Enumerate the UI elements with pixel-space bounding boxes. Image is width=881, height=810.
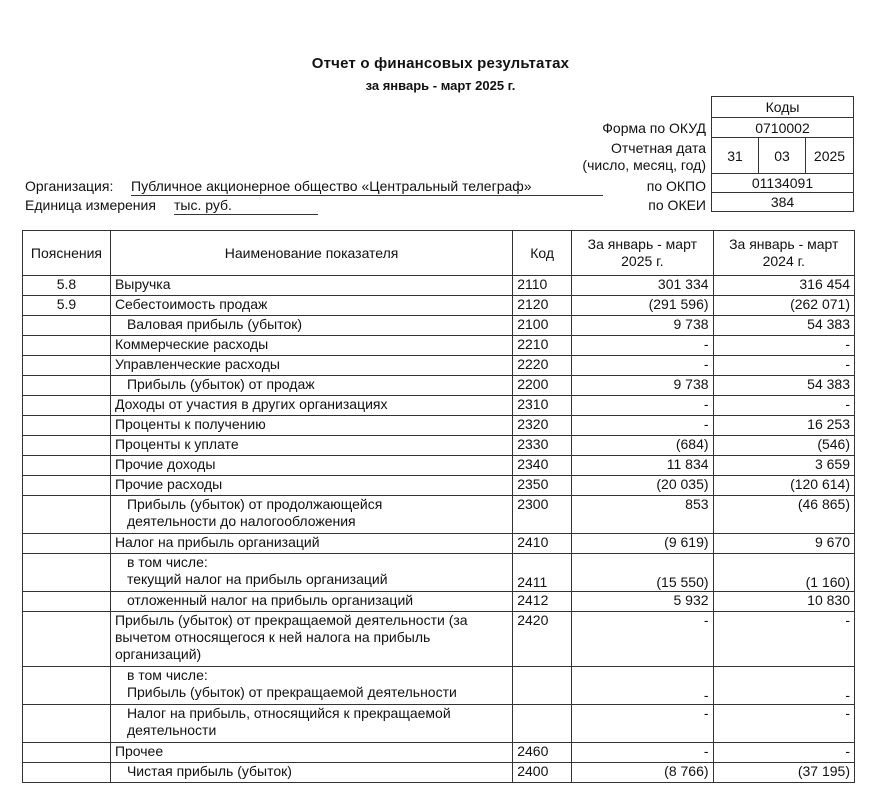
table-row	[23, 436, 855, 456]
table-row	[23, 667, 855, 705]
table-row	[23, 705, 855, 743]
row-value-2024: -	[713, 667, 854, 705]
unit-label: Единица измерения	[25, 197, 156, 213]
row-name: Валовая прибыль (убыток)	[110, 316, 512, 336]
report-title: Отчет о финансовых результатах	[311, 55, 570, 72]
row-note	[23, 416, 111, 436]
row-code: 2120	[513, 296, 572, 316]
row-code: 2330	[513, 436, 572, 456]
col-header-2025	[572, 231, 713, 276]
row-value-2024: -	[713, 612, 854, 667]
row-value-2025: (20 035)	[572, 476, 713, 496]
row-value-2024: (120 614)	[713, 476, 854, 496]
row-name-line1: Прибыль (убыток) от продолжающейся	[126, 496, 383, 512]
financial-results-table	[22, 230, 855, 783]
row-value-2025: -	[572, 416, 713, 436]
row-code: 2300	[513, 496, 572, 534]
row-code: 2200	[513, 376, 572, 396]
row-name-line1: Прибыль (убыток) от прекращаемой деятельности (за	[114, 612, 468, 628]
row-name-line2: вычетом относящегося к ней налога на прибыль	[114, 629, 431, 645]
row-note	[23, 705, 111, 743]
row-value-2024: -	[713, 396, 854, 416]
row-code: 2310	[513, 396, 572, 416]
row-value-2025: 5 932	[572, 592, 713, 612]
row-code	[513, 667, 572, 705]
row-note	[23, 456, 111, 476]
col-header-2025-line2: 2025 г.	[621, 253, 664, 269]
row-value-2024: 54 383	[713, 316, 854, 336]
row-note	[23, 743, 111, 763]
row-name	[110, 554, 512, 592]
row-name: Прочие расходы	[110, 476, 512, 496]
table-row	[23, 743, 855, 763]
date-month: 03	[759, 138, 806, 174]
row-value-2025: 9 738	[572, 376, 713, 396]
col-header-name: Наименование показателя	[110, 231, 512, 276]
row-value-2025: -	[572, 612, 713, 667]
col-header-code: Код	[513, 231, 572, 276]
row-name-line3: организаций)	[114, 646, 202, 662]
table-row	[23, 336, 855, 356]
row-note	[23, 436, 111, 456]
row-value-2024: -	[713, 705, 854, 743]
row-code: 2410	[513, 534, 572, 554]
row-name: Прибыль (убыток) от продаж	[110, 376, 512, 396]
row-name-line2: деятельности	[126, 722, 217, 738]
row-name	[110, 496, 512, 534]
row-value-2024: 10 830	[713, 592, 854, 612]
row-note	[23, 476, 111, 496]
table-row	[23, 396, 855, 416]
row-note	[23, 316, 111, 336]
row-note	[23, 396, 111, 416]
row-value-2025: 9 738	[572, 316, 713, 336]
row-note	[23, 592, 111, 612]
okei-value: 384	[712, 193, 854, 212]
table-row	[23, 356, 855, 376]
table-row	[23, 496, 855, 534]
row-value-2024: 3 659	[713, 456, 854, 476]
row-name: Налог на прибыль организаций	[110, 534, 512, 554]
row-note	[23, 356, 111, 376]
row-name	[110, 667, 512, 705]
row-value-2024: -	[713, 356, 854, 376]
row-name: Коммерческие расходы	[110, 336, 512, 356]
table-row	[23, 612, 855, 667]
row-value-2025: -	[572, 356, 713, 376]
okud-value: 0710002	[712, 118, 854, 138]
table-row	[23, 376, 855, 396]
row-value-2025: -	[572, 336, 713, 356]
table-row	[23, 456, 855, 476]
row-name-line2: текущий налог на прибыль организаций	[126, 571, 388, 587]
table-row	[23, 276, 855, 296]
row-value-2024: 16 253	[713, 416, 854, 436]
row-value-2024: (262 071)	[713, 296, 854, 316]
row-name-line2: Прибыль (убыток) от прекращаемой деятельности	[126, 684, 457, 700]
row-note	[23, 336, 111, 356]
row-value-2024: (546)	[713, 436, 854, 456]
row-value-2025: 11 834	[572, 456, 713, 476]
table-row	[23, 554, 855, 592]
row-name	[110, 612, 512, 667]
row-value-2025: (15 550)	[572, 554, 713, 592]
row-name: Проценты к получению	[110, 416, 512, 436]
row-code: 2100	[513, 316, 572, 336]
row-code: 2340	[513, 456, 572, 476]
row-name: Проценты к уплате	[110, 436, 512, 456]
org-value	[131, 178, 603, 196]
row-name: Доходы от участия в других организациях	[110, 396, 512, 416]
report-period: за январь - март 2025 г.	[365, 78, 516, 93]
report-date-label: Отчетная дата	[610, 140, 706, 156]
date-year: 2025	[806, 138, 854, 174]
row-value-2024: -	[713, 336, 854, 356]
unit-value: тыс. руб.	[174, 197, 232, 213]
row-note: 5.8	[23, 276, 111, 296]
row-code: 2411	[513, 554, 572, 592]
table-header-row	[23, 231, 855, 276]
row-value-2024: 9 670	[713, 534, 854, 554]
row-value-2025: (8 766)	[572, 763, 713, 783]
row-code: 2320	[513, 416, 572, 436]
row-name-line1: в том числе:	[126, 667, 208, 683]
org-label: Организация:	[25, 178, 114, 194]
unit-value-field	[174, 197, 318, 215]
row-note	[23, 554, 111, 592]
row-note	[23, 612, 111, 667]
date-day: 31	[712, 138, 759, 174]
row-code: 2350	[513, 476, 572, 496]
row-value-2025: -	[572, 667, 713, 705]
table-row	[23, 763, 855, 783]
row-value-2024: -	[713, 743, 854, 763]
row-note	[23, 763, 111, 783]
codes-header: Коды	[712, 97, 854, 118]
codes-box	[711, 96, 854, 212]
row-name	[110, 705, 512, 743]
col-header-note: Пояснения	[23, 231, 111, 276]
row-value-2024: 54 383	[713, 376, 854, 396]
row-note	[23, 667, 111, 705]
col-header-2025-line1: За январь - март	[587, 236, 697, 252]
row-code: 2400	[513, 763, 572, 783]
row-code: 2412	[513, 592, 572, 612]
table-row	[23, 592, 855, 612]
row-value-2025: (684)	[572, 436, 713, 456]
report-date-format-label: (число, месяц, год)	[582, 157, 706, 173]
row-name: Прочее	[110, 743, 512, 763]
row-note: 5.9	[23, 296, 111, 316]
row-code: 2460	[513, 743, 572, 763]
row-note	[23, 376, 111, 396]
okei-label: по ОКЕИ	[648, 197, 706, 213]
row-code	[513, 705, 572, 743]
row-name: Управленческие расходы	[110, 356, 512, 376]
row-value-2025: -	[572, 743, 713, 763]
row-value-2024: 316 454	[713, 276, 854, 296]
row-value-2025: 853	[572, 496, 713, 534]
col-header-2024	[713, 231, 854, 276]
row-value-2025: (291 596)	[572, 296, 713, 316]
row-name-line1: в том числе:	[126, 554, 208, 570]
okpo-label: по ОКПО	[646, 178, 706, 194]
org-name: Публичное акционерное общество «Центральный телеграф»	[131, 178, 532, 194]
row-code: 2220	[513, 356, 572, 376]
row-value-2025: 301 334	[572, 276, 713, 296]
row-value-2024: (46 865)	[713, 496, 854, 534]
row-code: 2210	[513, 336, 572, 356]
table-row	[23, 316, 855, 336]
row-value-2024: (1 160)	[713, 554, 854, 592]
row-name: Выручка	[110, 276, 512, 296]
row-name: отложенный налог на прибыль организаций	[110, 592, 512, 612]
row-name-line2: деятельности до налогообложения	[126, 513, 356, 529]
row-name: Чистая прибыль (убыток)	[110, 763, 512, 783]
okud-label: Форма по ОКУД	[602, 120, 706, 136]
table-row	[23, 296, 855, 316]
row-value-2025: -	[572, 396, 713, 416]
row-note	[23, 496, 111, 534]
row-name: Прочие доходы	[110, 456, 512, 476]
row-value-2025: (9 619)	[572, 534, 713, 554]
col-header-2024-line1: За январь - март	[729, 236, 839, 252]
table-row	[23, 476, 855, 496]
row-value-2025: -	[572, 705, 713, 743]
row-code: 2420	[513, 612, 572, 667]
row-name-line1: Налог на прибыль, относящийся к прекращаемой	[126, 705, 451, 721]
row-note	[23, 534, 111, 554]
col-header-2024-line2: 2024 г.	[762, 253, 805, 269]
row-code: 2110	[513, 276, 572, 296]
table-row	[23, 416, 855, 436]
row-value-2024: (37 195)	[713, 763, 854, 783]
row-name: Себестоимость продаж	[110, 296, 512, 316]
okpo-value: 01134091	[712, 174, 854, 193]
table-row	[23, 534, 855, 554]
